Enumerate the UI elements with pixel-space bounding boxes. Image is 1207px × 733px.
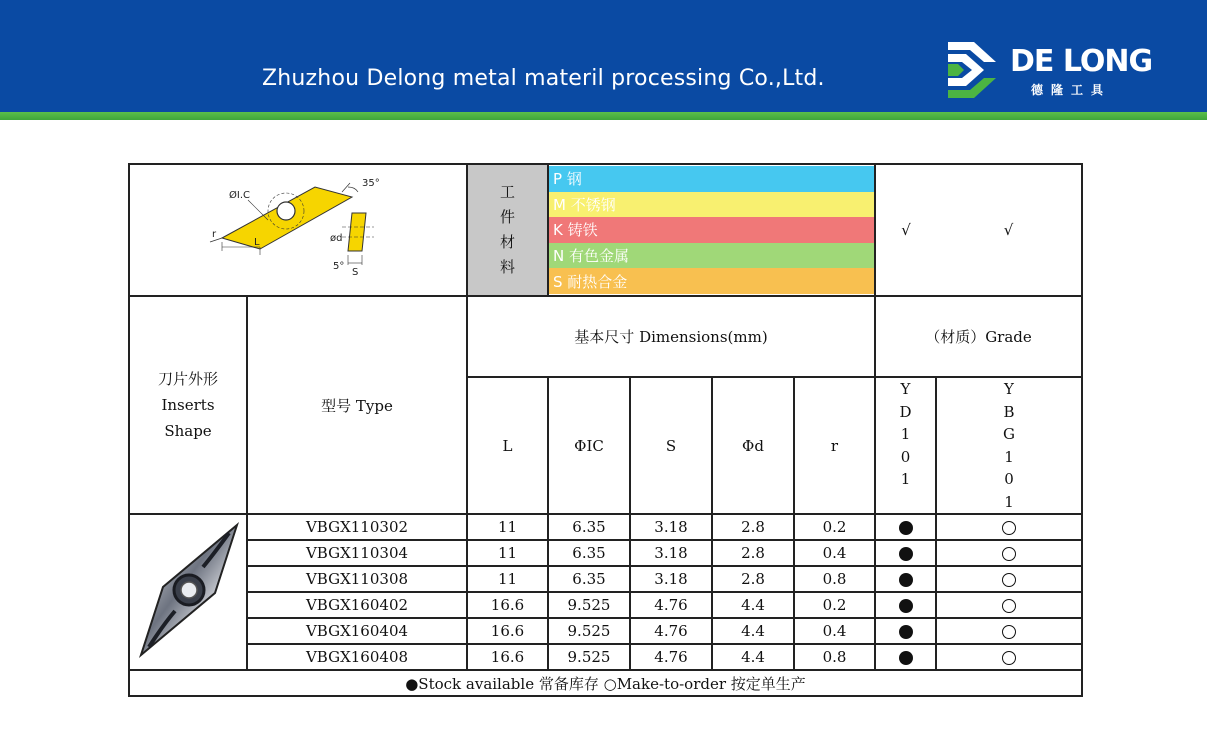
s-cell: 4.76 (630, 592, 712, 618)
delong-logo-icon (944, 40, 998, 98)
grade-header: （材质）Grade (875, 296, 1082, 377)
yd101-cell (875, 566, 936, 592)
ic-cell: 9.525 (548, 618, 630, 644)
ic-cell: 9.525 (548, 644, 630, 670)
material-m: M 不锈钢 (549, 192, 874, 218)
col-ic: ΦIC (548, 377, 630, 514)
r-cell: 0.4 (794, 540, 875, 566)
material-p: P 钢 (549, 166, 874, 192)
table-row (129, 618, 1082, 644)
order-dot-icon (1002, 573, 1016, 587)
insert-spec-table (128, 163, 1083, 697)
insert-diagram (129, 164, 467, 296)
l-cell: 11 (467, 566, 548, 592)
material-k: K 铸铁 (549, 217, 874, 243)
material-list (548, 164, 875, 296)
type-header: 型号 Type (247, 296, 467, 514)
header-stripe (0, 112, 1207, 120)
s-cell: 4.76 (630, 644, 712, 670)
material-label-char: 工 (499, 183, 515, 201)
material-s: S 耐热合金 (549, 268, 874, 294)
d-cell: 4.4 (712, 592, 794, 618)
check-ybg101: √ (936, 164, 1082, 296)
hole-label: ød (330, 233, 343, 244)
d-cell: 4.4 (712, 618, 794, 644)
ybg101-cell (936, 618, 1082, 644)
length-label: L (254, 237, 260, 248)
s-cell: 4.76 (630, 618, 712, 644)
ybg101-cell (936, 566, 1082, 592)
r-cell: 0.2 (794, 514, 875, 540)
s-cell: 3.18 (630, 514, 712, 540)
ic-label: ØI.C (229, 190, 250, 201)
ybg101-cell (936, 644, 1082, 670)
shape-label-en2: Shape (164, 422, 212, 440)
stock-dot-icon (899, 547, 913, 561)
stock-dot-icon (899, 599, 913, 613)
type-cell: VBGX110304 (247, 540, 467, 566)
s-cell: 3.18 (630, 566, 712, 592)
r-cell: 0.4 (794, 618, 875, 644)
grade-yd101: Y D 1 0 1 (875, 377, 936, 514)
table-row (129, 514, 1082, 540)
stock-legend: ●Stock available 常备库存 ○Make-to-order 按定单生产 (129, 670, 1082, 696)
yd101-cell (875, 514, 936, 540)
workpiece-material-label (467, 164, 548, 296)
type-cell: VBGX110302 (247, 514, 467, 540)
yd101-cell (875, 618, 936, 644)
table-row (129, 566, 1082, 592)
col-r: r (794, 377, 875, 514)
yd101-cell (875, 592, 936, 618)
radius-label: r (212, 229, 217, 240)
type-cell: VBGX160402 (247, 592, 467, 618)
check-yd101: √ (875, 164, 936, 296)
logo-wordmark: DE LONG (1010, 44, 1153, 79)
thickness-label: S (352, 267, 359, 278)
l-cell: 16.6 (467, 618, 548, 644)
s-cell: 3.18 (630, 540, 712, 566)
d-cell: 4.4 (712, 644, 794, 670)
dimensions-header: 基本尺寸 Dimensions(mm) (467, 296, 875, 377)
order-dot-icon (1002, 521, 1016, 535)
stock-dot-icon (899, 573, 913, 587)
table-row (129, 540, 1082, 566)
angle-label: 35° (362, 178, 380, 189)
order-dot-icon (1002, 651, 1016, 665)
inserts-shape-header (129, 296, 247, 514)
l-cell: 11 (467, 540, 548, 566)
order-dot-icon (1002, 547, 1016, 561)
d-cell: 2.8 (712, 566, 794, 592)
shape-label-cn: 刀片外形 (157, 370, 218, 388)
material-label-char: 材 (499, 233, 515, 251)
l-cell: 16.6 (467, 644, 548, 670)
material-label-char: 料 (499, 258, 515, 276)
ic-cell: 6.35 (548, 566, 630, 592)
ybg101-cell (936, 514, 1082, 540)
type-cell: VBGX160404 (247, 618, 467, 644)
type-cell: VBGX160408 (247, 644, 467, 670)
logo-subtitle: 德隆工具 (1031, 83, 1112, 97)
ybg101-cell (936, 592, 1082, 618)
stock-dot-icon (899, 651, 913, 665)
table-row (129, 644, 1082, 670)
clearance-label: 5° (333, 261, 345, 272)
shape-label-en1: Inserts (161, 396, 215, 414)
col-l: L (467, 377, 548, 514)
ic-cell: 6.35 (548, 514, 630, 540)
insert-geometry-diagram (130, 165, 466, 291)
d-cell: 2.8 (712, 514, 794, 540)
order-dot-icon (1002, 599, 1016, 613)
l-cell: 16.6 (467, 592, 548, 618)
company-name: Zhuzhou Delong metal materil processing Co.,Ltd. (262, 66, 825, 91)
yd101-cell (875, 644, 936, 670)
stock-dot-icon (899, 625, 913, 639)
d-cell: 2.8 (712, 540, 794, 566)
table-row (129, 592, 1082, 618)
ic-cell: 6.35 (548, 540, 630, 566)
ybg101-cell (936, 540, 1082, 566)
ic-cell: 9.525 (548, 592, 630, 618)
r-cell: 0.8 (794, 644, 875, 670)
material-n: N 有色金属 (549, 243, 874, 269)
insert-photo-image (133, 515, 243, 665)
material-label-char: 件 (499, 208, 515, 226)
insert-photo (129, 514, 247, 670)
r-cell: 0.2 (794, 592, 875, 618)
stock-dot-icon (899, 521, 913, 535)
r-cell: 0.8 (794, 566, 875, 592)
l-cell: 11 (467, 514, 548, 540)
order-dot-icon (1002, 625, 1016, 639)
type-cell: VBGX110308 (247, 566, 467, 592)
col-s: S (630, 377, 712, 514)
col-d: Φd (712, 377, 794, 514)
grade-ybg101: Y B G 1 0 1 (936, 377, 1082, 514)
yd101-cell (875, 540, 936, 566)
